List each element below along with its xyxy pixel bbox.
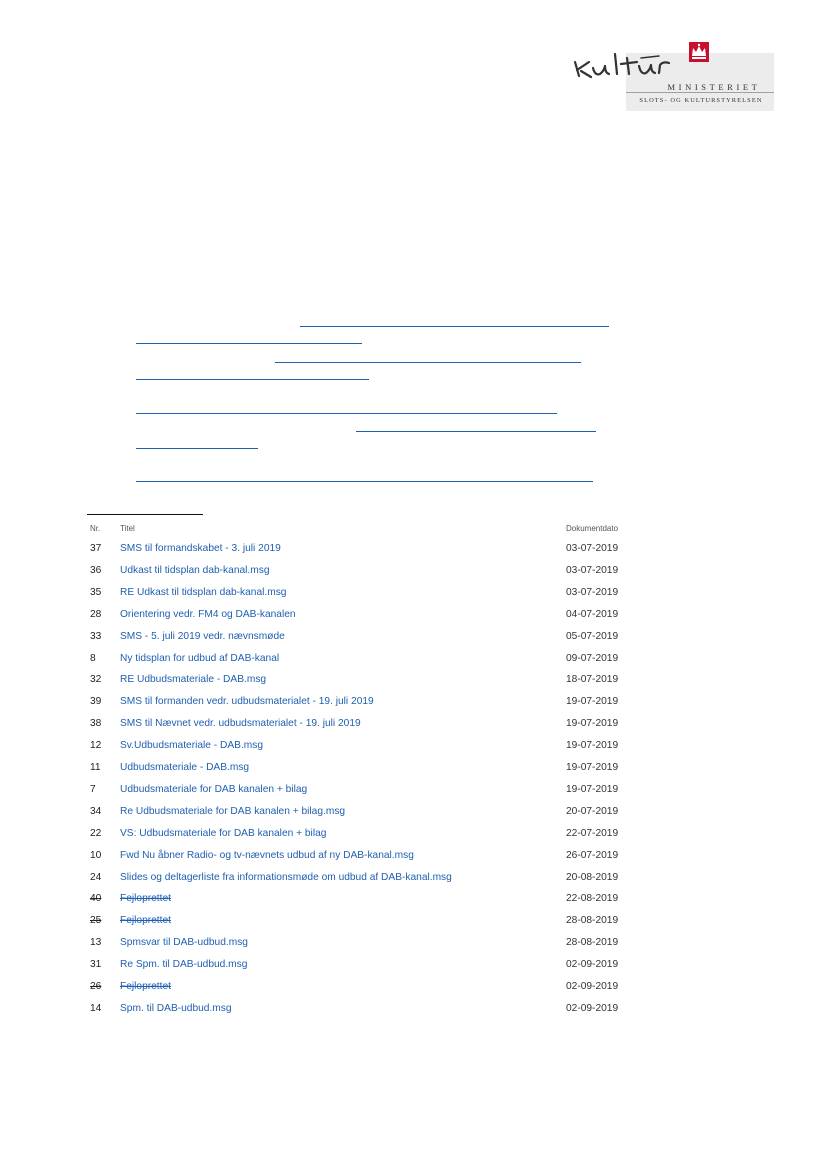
row-date: 19-07-2019 — [566, 740, 619, 752]
row-number: 37 — [90, 543, 102, 554]
row-number: 25 — [90, 915, 102, 927]
row-date: 20-07-2019 — [566, 805, 619, 817]
row-number: 39 — [90, 696, 102, 708]
row-date: 22-08-2019 — [566, 893, 619, 905]
row-number: 33 — [90, 630, 102, 642]
row-date: 19-07-2019 — [566, 718, 619, 730]
row-number: 24 — [90, 871, 102, 883]
row-number: 32 — [90, 674, 102, 686]
table-row — [0, 718, 827, 734]
link-underline[interactable] — [136, 481, 593, 482]
table-row — [0, 915, 827, 931]
section-rule — [87, 514, 203, 515]
row-date: 03-07-2019 — [566, 543, 619, 554]
row-title-link[interactable]: Udkast til tidsplan dab-kanal.msg — [120, 564, 270, 576]
row-date: 02-09-2019 — [566, 981, 619, 992]
row-title-link[interactable]: Re Udbudsmateriale for DAB kanalen + bilag.msg — [120, 805, 346, 817]
table-row — [0, 653, 827, 669]
row-number: 31 — [90, 959, 102, 971]
link-underline[interactable] — [136, 379, 369, 380]
row-number: 36 — [90, 564, 102, 576]
link-underline[interactable] — [136, 413, 557, 414]
table-row — [0, 784, 827, 800]
row-date: 28-08-2019 — [566, 915, 619, 927]
table-row — [0, 981, 827, 997]
row-number: 8 — [90, 652, 96, 664]
column-header-date: Dokumentdato — [566, 524, 619, 533]
row-number: 26 — [90, 981, 102, 992]
row-title-link[interactable]: SMS til formanden vedr. udbudsmaterialet - 19. juli 2019 — [120, 696, 374, 708]
row-date: 02-09-2019 — [566, 959, 619, 971]
row-date: 18-07-2019 — [566, 674, 619, 686]
row-date: 26-07-2019 — [566, 849, 619, 861]
row-date: 19-07-2019 — [566, 696, 619, 708]
row-number: 14 — [90, 1002, 102, 1014]
kulturministeriet-logo — [571, 40, 775, 112]
row-title-link[interactable]: Fejloprettet — [120, 981, 171, 992]
row-title-link[interactable]: SMS til formandskabet - 3. juli 2019 — [120, 543, 281, 554]
row-title-link[interactable]: SMS til Nævnet vedr. udbudsmaterialet - 19. juli 2019 — [120, 718, 361, 730]
row-number: 10 — [90, 849, 102, 861]
row-date: 03-07-2019 — [566, 586, 619, 598]
row-title-link[interactable]: Slides og deltagerliste fra informationsmøde om udbud af DAB-kanal.msg — [120, 871, 452, 883]
table-row — [0, 893, 827, 909]
table-row — [0, 609, 827, 625]
table-row — [0, 762, 827, 778]
table-row — [0, 828, 827, 844]
column-header-title: Titel — [120, 524, 135, 533]
logo-divider — [626, 92, 774, 93]
link-underline[interactable] — [300, 326, 609, 327]
row-title-link[interactable]: Ny tidsplan for udbud af DAB-kanal — [120, 652, 280, 664]
row-title-link[interactable]: Sv.Udbudsmateriale - DAB.msg — [120, 740, 264, 752]
row-title-link[interactable]: Fejloprettet — [120, 893, 171, 905]
row-date: 02-09-2019 — [566, 1002, 619, 1014]
row-title-link[interactable]: RE Udkast til tidsplan dab-kanal.msg — [120, 586, 287, 598]
row-title-link[interactable]: Udbudsmateriale for DAB kanalen + bilag — [120, 783, 308, 795]
table-row — [0, 565, 827, 581]
row-title-link[interactable]: SMS - 5. juli 2019 vedr. nævnsmøde — [120, 630, 285, 642]
table-row — [0, 631, 827, 647]
row-title-link[interactable]: Re Spm. til DAB-udbud.msg — [120, 959, 248, 971]
crown-icon — [689, 42, 709, 62]
table-row — [0, 937, 827, 953]
row-title-link[interactable]: Udbudsmateriale - DAB.msg — [120, 762, 250, 773]
row-date: 19-07-2019 — [566, 783, 619, 795]
table-row — [0, 674, 827, 690]
table-row — [0, 587, 827, 603]
link-underline[interactable] — [275, 362, 581, 363]
row-date: 05-07-2019 — [566, 630, 619, 642]
row-title-link[interactable]: Fwd Nu åbner Radio- og tv-nævnets udbud af ny DAB-kanal.msg — [120, 849, 414, 861]
row-title-link[interactable]: Spm. til DAB-udbud.msg — [120, 1002, 232, 1014]
table-row — [0, 959, 827, 975]
row-number: 38 — [90, 718, 102, 730]
row-date: 04-07-2019 — [566, 608, 619, 620]
logo-ministeriet-text: MINISTERIET — [667, 82, 761, 92]
row-number: 22 — [90, 827, 102, 839]
row-date: 19-07-2019 — [566, 762, 619, 773]
table-row — [0, 696, 827, 712]
row-number: 11 — [90, 762, 101, 773]
link-underline[interactable] — [136, 448, 258, 449]
table-row — [0, 1003, 827, 1019]
row-title-link[interactable]: RE Udbudsmateriale - DAB.msg — [120, 674, 267, 686]
row-number: 28 — [90, 608, 102, 620]
row-number: 34 — [90, 805, 102, 817]
link-underline[interactable] — [136, 343, 362, 344]
table-row — [0, 850, 827, 866]
table-row — [0, 872, 827, 888]
logo-subtitle: SLOTS- OG KULTURSTYRELSEN — [639, 97, 763, 104]
row-date: 20-08-2019 — [566, 871, 619, 883]
row-date: 22-07-2019 — [566, 827, 619, 839]
row-number: 35 — [90, 586, 102, 598]
row-title-link[interactable]: Orientering vedr. FM4 og DAB-kanalen — [120, 608, 296, 620]
row-number: 12 — [90, 740, 102, 752]
link-underline[interactable] — [356, 431, 596, 432]
table-row — [0, 543, 827, 559]
row-title-link[interactable]: VS: Udbudsmateriale for DAB kanalen + bilag — [120, 827, 327, 839]
row-date: 28-08-2019 — [566, 937, 619, 949]
row-number: 13 — [90, 937, 102, 949]
row-title-link[interactable]: Fejloprettet — [120, 915, 171, 927]
row-number: 40 — [90, 893, 102, 905]
row-date: 03-07-2019 — [566, 564, 619, 576]
row-date: 09-07-2019 — [566, 652, 619, 664]
table-row — [0, 806, 827, 822]
table-row — [0, 740, 827, 756]
row-title-link[interactable]: Spmsvar til DAB-udbud.msg — [120, 937, 248, 949]
column-header-nr: Nr. — [90, 524, 101, 533]
row-number: 7 — [90, 783, 96, 795]
